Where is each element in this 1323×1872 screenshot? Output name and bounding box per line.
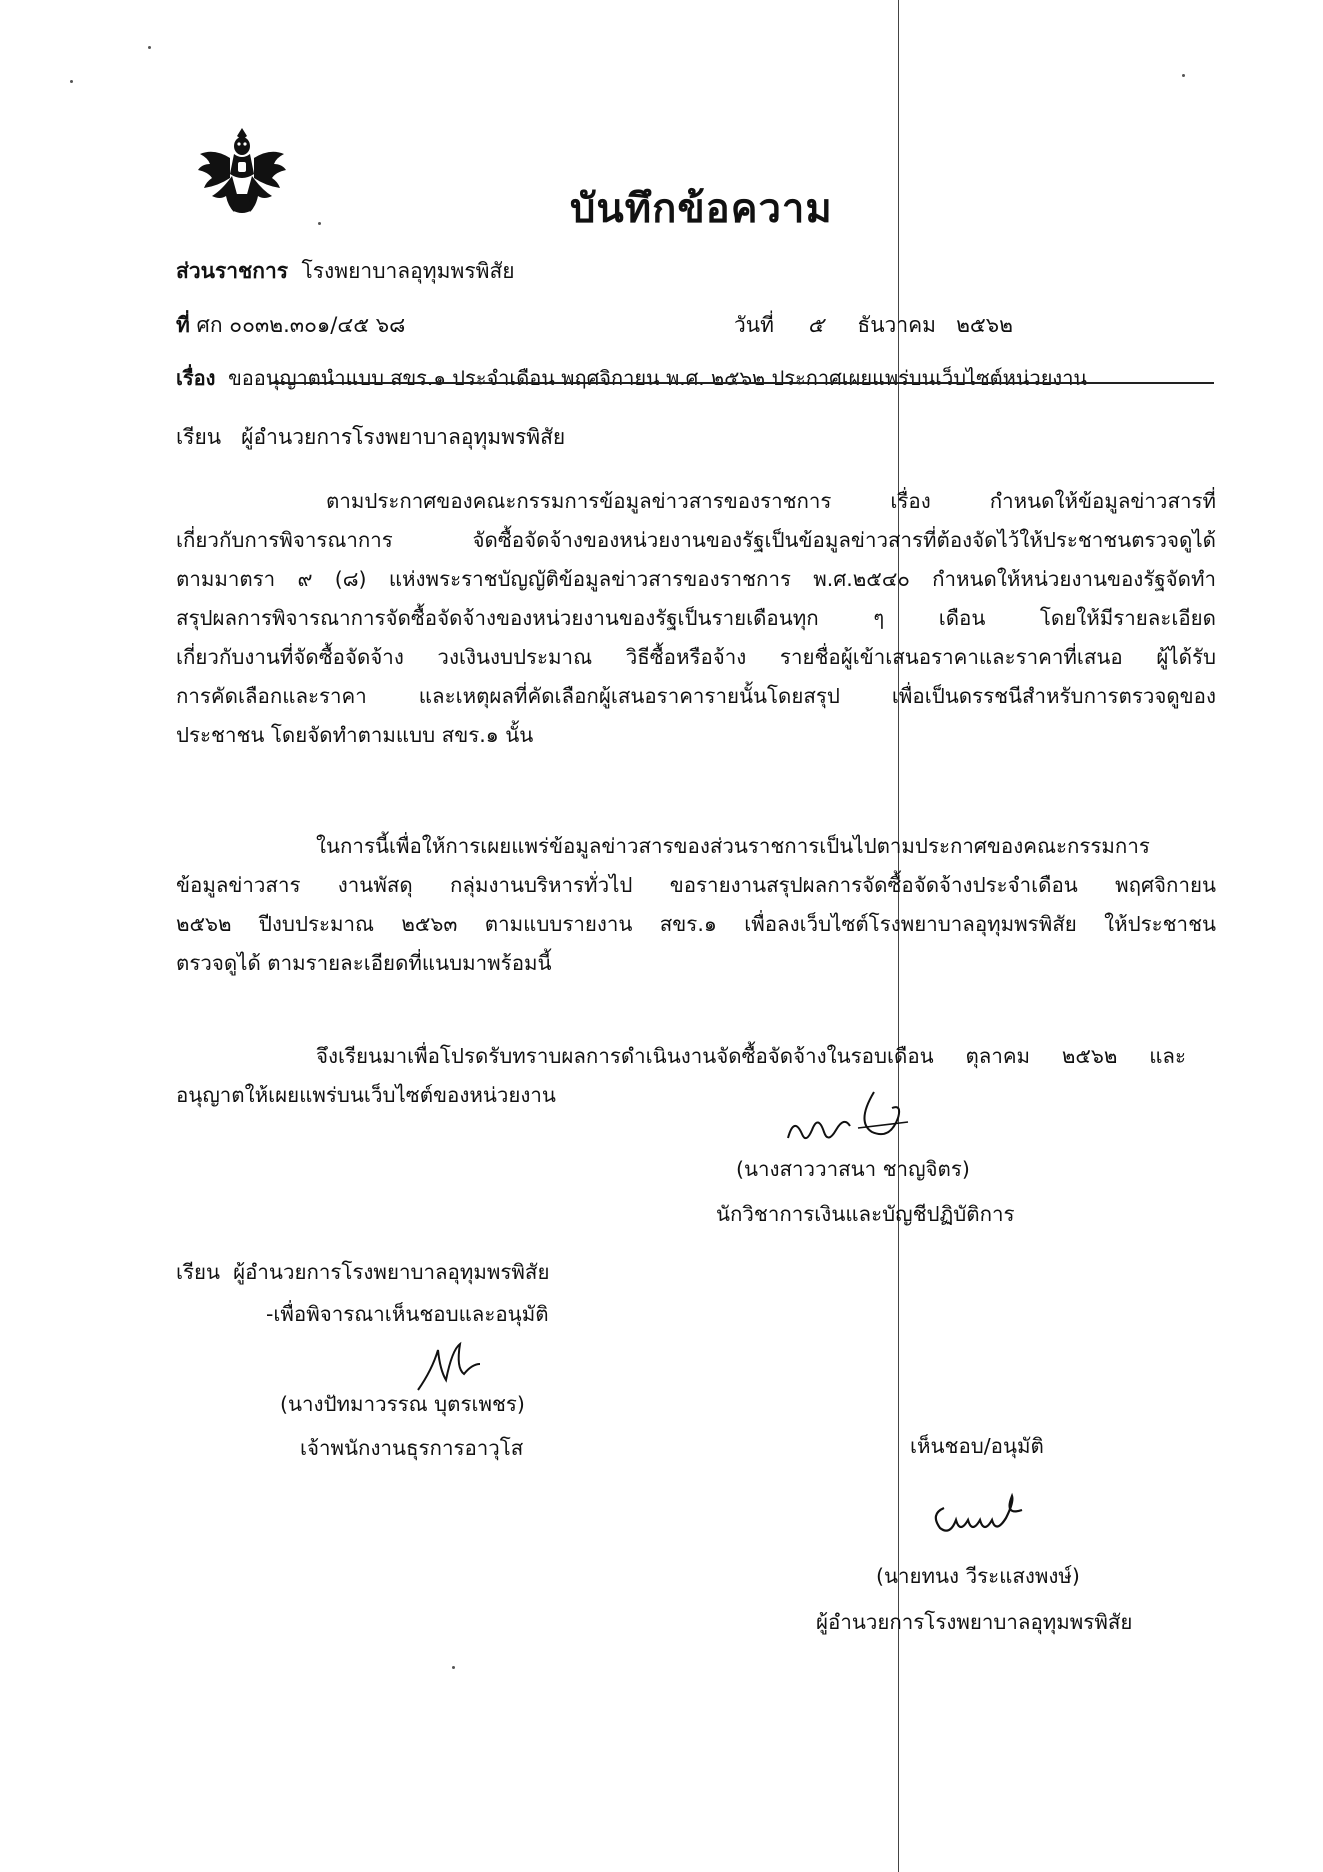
- agency-label: ส่วนราชการ: [176, 259, 289, 283]
- to-name: ผู้อำนวยการโรงพยาบาลอุทุมพรพิสัย: [241, 425, 566, 449]
- date-year: ๒๕๖๒: [956, 313, 1013, 337]
- agency-name: โรงพยาบาลอุทุมพรพิสัย: [301, 259, 515, 283]
- date-day: ๕: [807, 313, 824, 337]
- paragraph-line: ตรวจดูได้ ตามรายละเอียดที่แนบมาพร้อมนี้: [176, 951, 552, 975]
- date-month: ธันวาคม: [857, 313, 937, 337]
- date-row: [734, 309, 1013, 342]
- scan-speck: [318, 222, 321, 225]
- approval-label: เห็นชอบ/อนุมัติ: [910, 1434, 1044, 1458]
- paragraph-line: จึงเรียนมาเพื่อโปรดรับทราบผลการดำเนินงานจัดซื้อจัดจ้างในรอบเดือน ตุลาคม ๒๕๖๒ และ: [316, 1044, 1186, 1068]
- endorse-name: (นางปัทมาวรรณ บุตรเพชร): [280, 1392, 525, 1416]
- signer-1-position: นักวิชาการเงินและบัญชีปฏิบัติการ: [716, 1202, 1015, 1226]
- signer-1-name: (นางสาววาสนา ชาญจิตร): [736, 1157, 970, 1181]
- approver-position: ผู้อำนวยการโรงพยาบาลอุทุมพรพิสัย: [816, 1610, 1133, 1634]
- body-paragraph-3: [176, 1037, 1186, 1115]
- endorse-to-name: ผู้อำนวยการโรงพยาบาลอุทุมพรพิสัย: [233, 1260, 550, 1284]
- paragraph-line: อนุญาตให้เผยแพร่บนเว็บไซต์ของหน่วยงาน: [176, 1083, 556, 1107]
- paragraph-line: การคัดเลือกและราคา และเหตุผลที่คัดเลือกผู้เสนอราคารายนั้นโดยสรุป เพื่อเป็นดรรชนีสำหรับการตรวจดูของ: [176, 684, 1216, 708]
- memo-title: บันทึกข้อความ: [570, 186, 833, 232]
- scan-speck: [70, 80, 73, 83]
- paragraph-line: ในการนี้เพื่อให้การเผยแพร่ข้อมูลข่าวสารของส่วนราชการเป็นไปตามประกาศของคณะกรรมการ: [316, 834, 1150, 858]
- to-row: [176, 421, 565, 454]
- paragraph-line: เกี่ยวกับการพิจารณาการ จัดซื้อจัดจ้างของหน่วยงานของรัฐเป็นข้อมูลข่าวสารที่ต้องจัดไว้ให้ประชาชนตรวจดูได้: [176, 528, 1216, 552]
- body-paragraph-1: [176, 482, 1216, 755]
- paragraph-line: สรุปผลการพิจารณาการจัดซื้อจัดจ้างของหน่วยงานของรัฐเป็นรายเดือนทุก ๆ เดือน โดยให้มีรายละเอียด: [176, 606, 1216, 630]
- reference-label: ที่: [176, 313, 190, 337]
- endorse-to-row: [176, 1256, 549, 1289]
- to-label: เรียน: [176, 425, 222, 449]
- garuda-emblem-icon: [196, 124, 288, 220]
- subject-row: [176, 362, 1087, 394]
- endorse-to-label: เรียน: [176, 1260, 221, 1284]
- subject-label: เรื่อง: [176, 366, 216, 390]
- scan-speck: [1182, 74, 1185, 77]
- date-label: วันที่: [734, 313, 774, 337]
- endorse-position: เจ้าพนักงานธุรการอาวุโส: [300, 1436, 524, 1460]
- signature-3: [924, 1484, 1074, 1548]
- approver-name: (นายทนง วีระแสงพงษ์): [876, 1564, 1080, 1588]
- paragraph-line: ตามมาตรา ๙ (๘) แห่งพระราชบัญญัติข้อมูลข่าวสารของราชการ พ.ศ.๒๕๔๐ กำหนดให้หน่วยงานของรัฐจัดทำ: [176, 567, 1216, 591]
- body-paragraph-2: [176, 827, 1216, 983]
- paragraph-line: ข้อมูลข่าวสาร งานพัสดุ กลุ่มงานบริหารทั่วไป ขอรายงานสรุปผลการจัดซื้อจัดจ้างประจำเดือน พฤศจิกายน: [176, 873, 1216, 897]
- reference-number: ศก ๐๐๓๒.๓๐๑/๔๕ ๖๘: [196, 313, 406, 337]
- paragraph-line: ๒๕๖๒ ปีงบประมาณ ๒๕๖๓ ตามแบบรายงาน สขร.๑ เพื่อลงเว็บไซต์โรงพยาบาลอุทุมพรพิสัย ให้ประชาชน: [176, 912, 1216, 936]
- subject-text: ขออนุญาตนำแบบ สขร.๑ ประจำเดือน พฤศจิกายน พ.ศ. ๒๕๖๒ ประกาศเผยแพร่บนเว็บไซต์หน่วยงาน: [228, 366, 1088, 390]
- paragraph-line: ตามประกาศของคณะกรรมการข้อมูลข่าวสารของราชการ เรื่อง กำหนดให้ข้อมูลข่าวสารที่: [326, 489, 1216, 513]
- subject-divider: [270, 382, 1214, 384]
- endorse-note: -เพื่อพิจารณาเห็นชอบและอนุมัติ: [266, 1302, 549, 1326]
- agency-row: [176, 255, 515, 288]
- scan-speck: [148, 46, 151, 49]
- paragraph-line: ประชาชน โดยจัดทำตามแบบ สขร.๑ นั้น: [176, 723, 534, 747]
- reference-row: [176, 309, 405, 342]
- scan-speck: [452, 1666, 455, 1669]
- paragraph-line: เกี่ยวกับงานที่จัดซื้อจัดจ้าง วงเงินงบประมาณ วิธีซื้อหรือจ้าง รายชื่อผู้เข้าเสนอราคาและราคาที่เสนอ ผู้ได้รับ: [176, 645, 1216, 669]
